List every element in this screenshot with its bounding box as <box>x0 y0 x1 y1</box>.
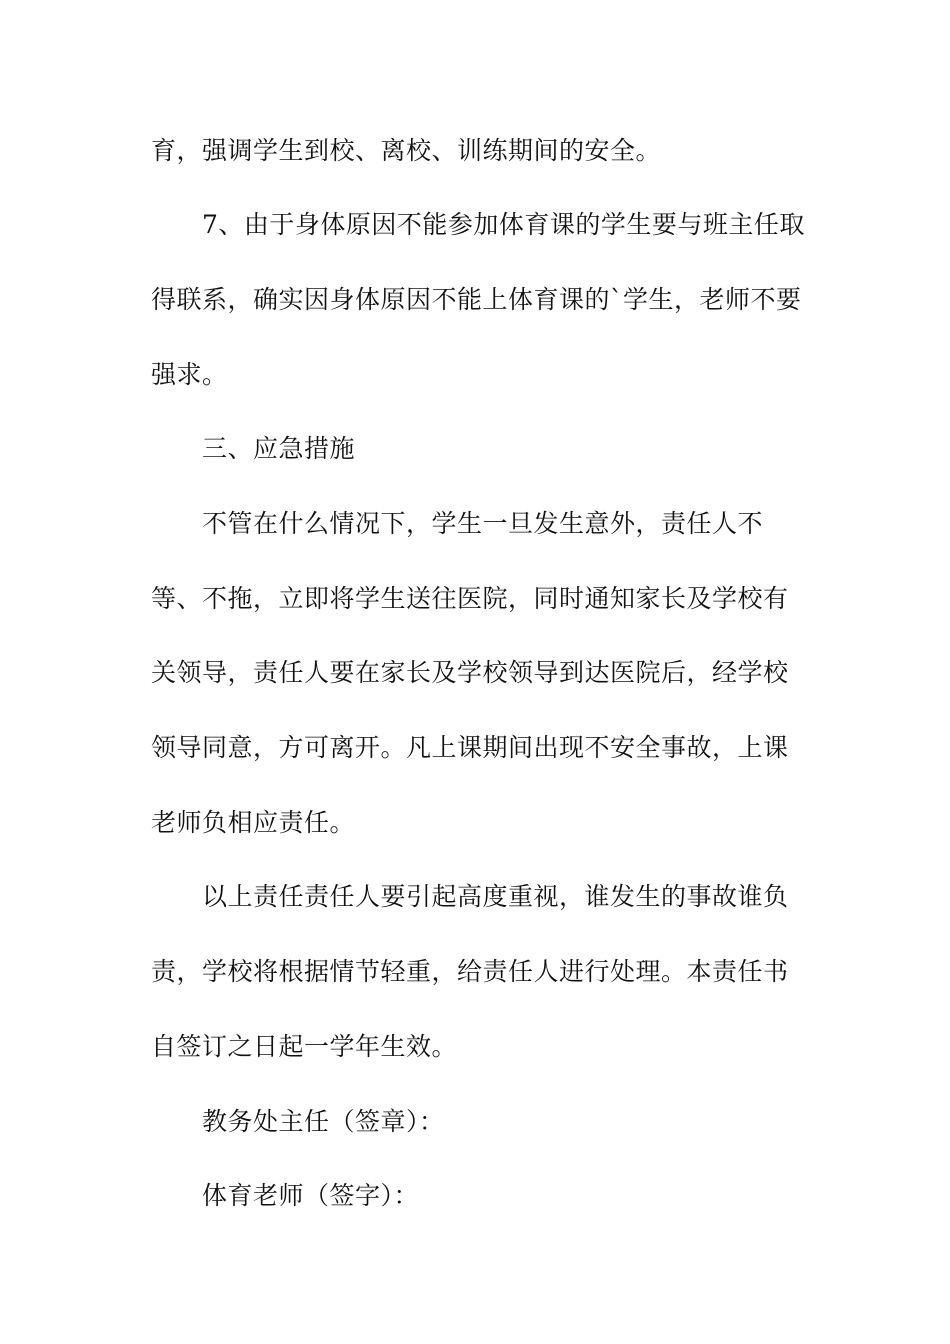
text-line: 育，强调学生到校、离校、训练期间的安全。 <box>151 136 662 165</box>
text-line: 不管在什么情况下，学生一旦发生意外，责任人不 <box>202 509 764 538</box>
text-line: 7、由于身体原因不能参加体育课的学生要与班主任取 <box>202 210 805 239</box>
text-line: 得联系，确实因身体原因不能上体育课的`学生，老师不要 <box>151 285 802 314</box>
text-line: 老师负相应责任。 <box>151 808 356 837</box>
text-line: 强求。 <box>151 360 228 389</box>
text-line: 等、不拖，立即将学生送往医院，同时通知家长及学校有 <box>151 584 789 613</box>
signature-line-dean: 教务处主任（签章）： <box>202 1107 445 1136</box>
text-line: 责，学校将根据情节轻重，给责任人进行处理。本责任书 <box>151 957 789 986</box>
text-line: 以上责任责任人要引起高度重视，谁发生的事故谁负 <box>202 882 789 911</box>
section-heading: 三、应急措施 <box>202 434 356 463</box>
signature-line-pe-teacher: 体育老师（签字）： <box>202 1181 420 1210</box>
text-line: 自签订之日起一学年生效。 <box>151 1032 458 1061</box>
text-line: 关领导，责任人要在家长及学校领导到达医院后，经学校 <box>151 658 789 687</box>
text-line: 领导同意，方可离开。凡上课期间出现不安全事故，上课 <box>151 733 789 762</box>
